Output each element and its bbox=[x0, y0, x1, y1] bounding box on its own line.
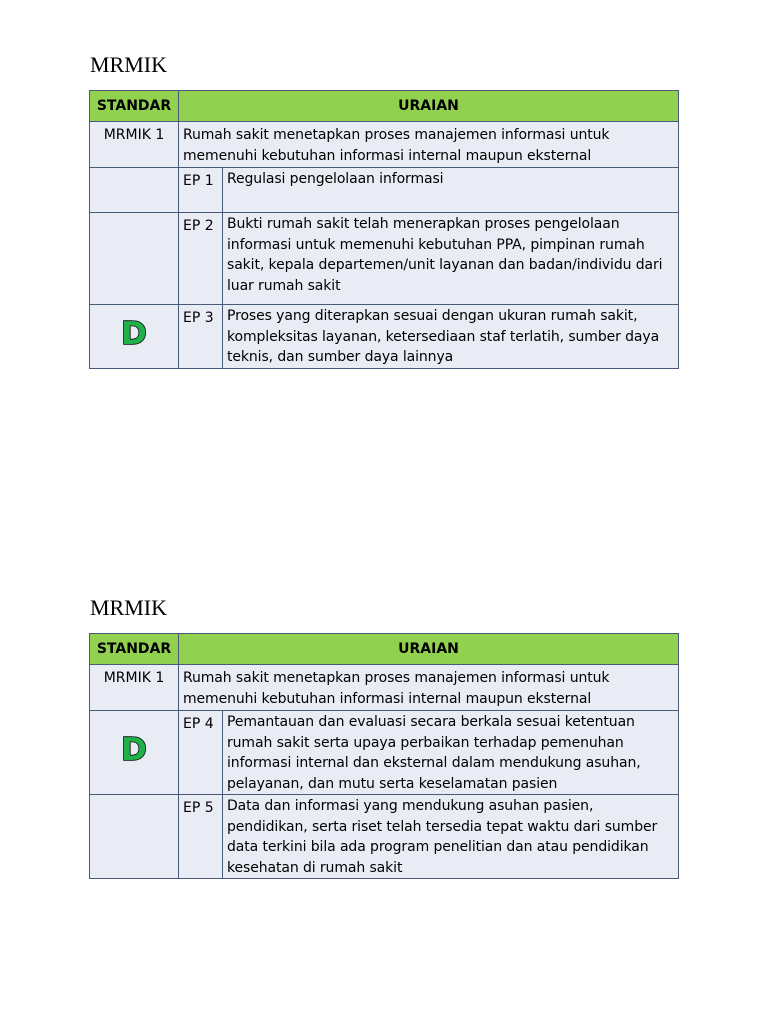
ep-text: Bukti rumah sakit telah menerapkan proses pengelolaan informasi untuk memenuhi kebutuhan PPA, pimpinan rumah sakit, kepala departemen/unit layanan dan badan/individu dari luar rumah sakit bbox=[227, 216, 663, 294]
document-d-badge-icon bbox=[119, 317, 149, 349]
ep-text-cell bbox=[223, 168, 679, 213]
standard-text: Rumah sakit menetapkan proses manajemen informasi untuk memenuhi kebutuhan informasi internal maupun eksternal bbox=[183, 127, 610, 164]
document-d-badge-icon bbox=[119, 733, 149, 765]
header-uraian: URAIAN bbox=[179, 91, 679, 122]
section-title: MRMIK bbox=[90, 595, 168, 620]
badge-cell bbox=[90, 305, 179, 369]
ep-label-cell bbox=[179, 795, 223, 879]
table-row bbox=[90, 711, 679, 795]
ep-label-cell bbox=[179, 213, 223, 305]
header-standar: STANDAR bbox=[90, 634, 179, 665]
ep-text: Data dan informasi yang mendukung asuhan pasien, pendidikan, serta riset telah tersedia tepat waktu dari sumber data terkini bila ada program penelitian dan atau pendidikan kesehatan di rumah sakit bbox=[227, 798, 658, 876]
table-row bbox=[90, 168, 679, 213]
section-2 bbox=[89, 595, 679, 879]
standards-table bbox=[89, 90, 679, 369]
table-row bbox=[90, 665, 679, 711]
ep-text-cell bbox=[223, 305, 679, 369]
table-row bbox=[90, 122, 679, 168]
header-standar: STANDAR bbox=[90, 91, 179, 122]
standard-text: Rumah sakit menetapkan proses manajemen informasi untuk memenuhi kebutuhan informasi internal maupun eksternal bbox=[183, 670, 610, 707]
badge-cell bbox=[90, 711, 179, 795]
table-header-row bbox=[90, 634, 679, 665]
ep-text-cell bbox=[223, 213, 679, 305]
ep-label: EP 1 bbox=[183, 173, 214, 189]
ep-label-cell bbox=[179, 305, 223, 369]
standard-code: MRMIK 1 bbox=[103, 127, 165, 143]
badge-cell bbox=[90, 795, 179, 879]
table-header-row bbox=[90, 91, 679, 122]
standards-table bbox=[89, 633, 679, 879]
ep-label: EP 3 bbox=[183, 310, 214, 326]
ep-label: EP 4 bbox=[183, 716, 214, 732]
ep-label-cell bbox=[179, 711, 223, 795]
header-uraian: URAIAN bbox=[179, 634, 679, 665]
ep-text: Regulasi pengelolaan informasi bbox=[227, 171, 444, 187]
ep-label: EP 2 bbox=[183, 218, 214, 234]
ep-label: EP 5 bbox=[183, 800, 214, 816]
standard-text-cell bbox=[179, 665, 679, 711]
table-row bbox=[90, 305, 679, 369]
badge-letter: D bbox=[121, 733, 147, 766]
ep-text-cell bbox=[223, 795, 679, 879]
ep-label-cell bbox=[179, 168, 223, 213]
section-1 bbox=[89, 52, 679, 369]
table-row bbox=[90, 213, 679, 305]
table-row bbox=[90, 795, 679, 879]
badge-letter: D bbox=[121, 317, 147, 349]
ep-text: Pemantauan dan evaluasi secara berkala sesuai ketentuan rumah sakit serta upaya perbaikan terhadap pemenuhan informasi internal dan eksternal dalam mendukung asuhan, pelayanan, dan mutu serta keselamatan pasien bbox=[227, 714, 641, 792]
badge-cell bbox=[90, 213, 179, 305]
standard-code-cell bbox=[90, 665, 179, 711]
section-title: MRMIK bbox=[90, 52, 168, 77]
standard-text-cell bbox=[179, 122, 679, 168]
ep-text-cell bbox=[223, 711, 679, 795]
standard-code: MRMIK 1 bbox=[103, 670, 165, 686]
standard-code-cell bbox=[90, 122, 179, 168]
badge-cell bbox=[90, 168, 179, 213]
ep-text: Proses yang diterapkan sesuai dengan ukuran rumah sakit, kompleksitas layanan, ketersediaan staf terlatih, sumber daya teknis, dan sumber daya lainnya bbox=[227, 308, 660, 365]
